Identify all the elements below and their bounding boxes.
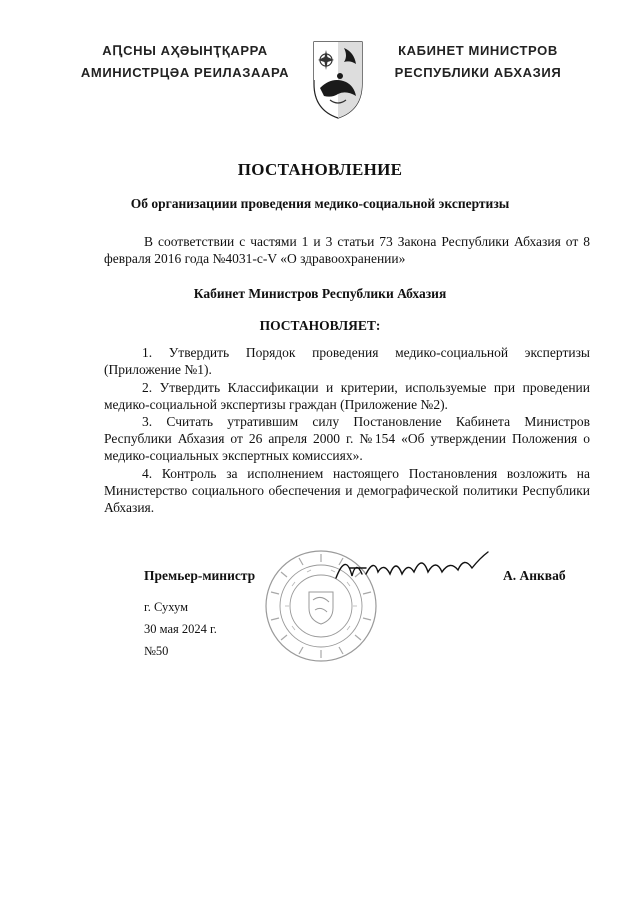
document-subject: Об организациии проведения медико-социальной экспертизы [130, 196, 510, 211]
header-right-line2: РЕСПУБЛИКИ АБХАЗИЯ [394, 65, 562, 80]
document-title: ПОСТАНОВЛЕНИЕ [237, 160, 403, 179]
resolution-item: 4. Контроль за исполнением настоящего Постановления возложить на Министерство социального обеспечения и демографической политики Республики Абхазия. [104, 466, 590, 515]
header-right-block [378, 40, 578, 84]
issue-city: г. Сухум [144, 600, 189, 614]
preamble-paragraph: В соответствии с частями 1 и 3 статьи 73 Закона Республики Абхазия от 8 февраля 2016 года №4031-с-V «О здравоохранении» [104, 234, 590, 266]
header-left-line2: АМИНИСТРЦӘА РЕИЛАЗААРА [80, 65, 290, 80]
resolution-item: 3. Считать утратившим силу Постановление Кабинета Министров Республики Абхазия от 26 апреля 2000 г. №154 «Об утверждении Положения о медико-социальных экспертных комиссиях». [104, 414, 590, 463]
header-left-line1: АԤСНЫ АҲӘЫНҬҚАРРА [102, 43, 268, 58]
resolution-item: 1. Утвердить Порядок проведения медико-социальной экспертизы (Приложение №1). [104, 345, 590, 377]
handwritten-signature-icon [332, 548, 492, 588]
issue-date: 30 мая 2024 г. [144, 622, 217, 636]
signatory-name: А. Анкваб [503, 568, 566, 583]
resolution-item: 2. Утвердить Классификации и критерии, используемые при проведении медико-социальной экспертизы граждан (Приложение №2). [104, 380, 590, 412]
issuer-line: Кабинет Министров Республики Абхазия [193, 286, 447, 301]
resolves-line: ПОСТАНОВЛЯЕТ: [259, 318, 381, 333]
header-left-block [80, 40, 290, 84]
signatory-position: Премьер-министр [144, 568, 256, 583]
document-number: №50 [144, 644, 169, 658]
header-right-line1: КАБИНЕТ МИНИСТРОВ [398, 43, 558, 58]
state-emblem-icon [310, 40, 366, 120]
